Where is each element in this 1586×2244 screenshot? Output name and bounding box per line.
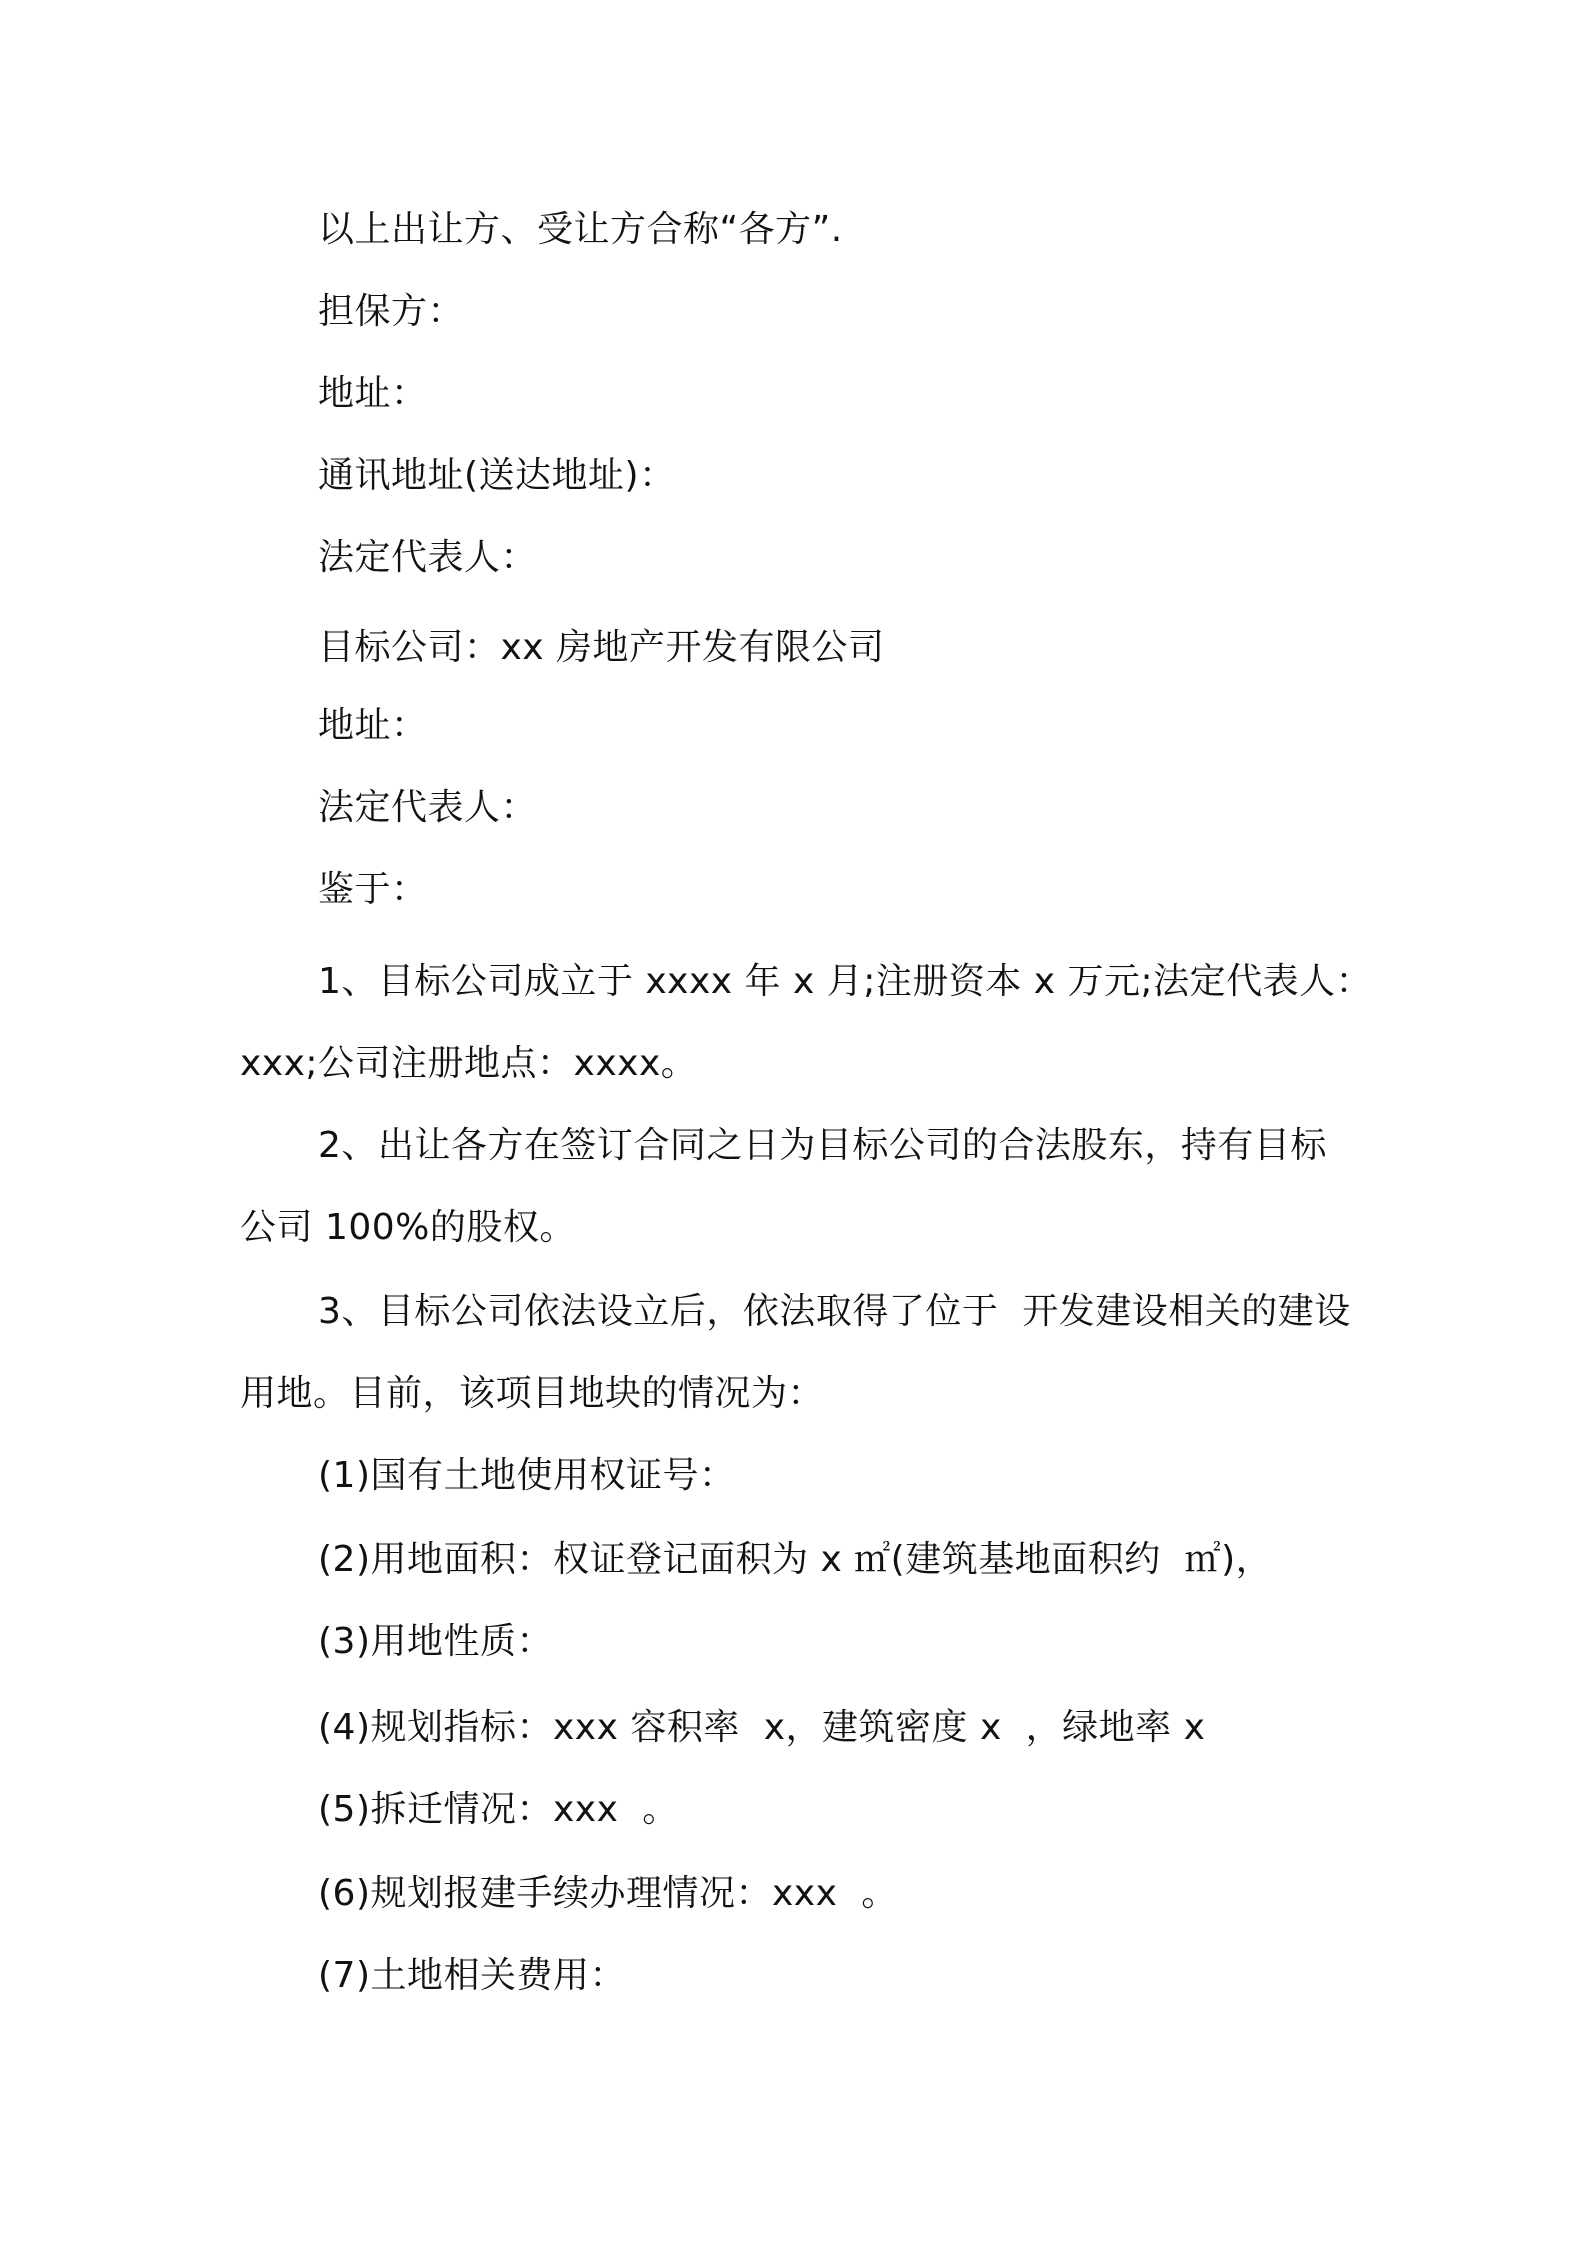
label-whereas: 鉴于： <box>318 869 428 910</box>
paragraph-parties-summary: 以上出让方、受让方合称“各方”. <box>318 209 843 250</box>
label-guarantor: 担保方： <box>318 291 465 332</box>
item-7-land-fees: (7)土地相关费用： <box>318 1955 626 1996</box>
label-guarantor-address: 地址： <box>318 373 428 414</box>
item-6-planning-approval: (6)规划报建手续办理情况：xxx 。 <box>318 1873 898 1914</box>
clause-3-line-1: 3、目标公司依法设立后，依法取得了位于 开发建设相关的建设 <box>318 1291 1351 1332</box>
item-3-land-nature: (3)用地性质： <box>318 1621 553 1662</box>
clause-1-line-1: 1、目标公司成立于 xxxx 年 x 月;注册资本 x 万元;法定代表人： <box>318 961 1373 1002</box>
item-5-demolition: (5)拆迁情况：xxx 。 <box>318 1789 679 1830</box>
clause-2-line-1: 2、出让各方在签订合同之日为目标公司的合法股东，持有目标 <box>318 1125 1327 1166</box>
label-target-company: 目标公司：xx 房地产开发有限公司 <box>318 627 885 668</box>
item-4-planning-indicators: (4)规划指标：xxx 容积率 x，建筑密度 x ，绿地率 x <box>318 1707 1206 1748</box>
item-1-land-certificate: (1)国有土地使用权证号： <box>318 1455 736 1496</box>
item-2-land-area: (2)用地面积：权证登记面积为 x ㎡(建筑基地面积约 ㎡)， <box>318 1539 1273 1580</box>
clause-1-line-2: xxx;公司注册地点：xxxx。 <box>240 1043 698 1084</box>
label-target-address: 地址： <box>318 705 428 746</box>
clause-2-line-2: 公司 100%的股权。 <box>240 1207 576 1248</box>
clause-3-line-2: 用地。目前，该项目地块的情况为： <box>240 1373 825 1414</box>
label-target-legal-representative: 法定代表人： <box>318 787 538 828</box>
label-mailing-address: 通讯地址(送达地址)： <box>318 455 676 496</box>
label-guarantor-legal-representative: 法定代表人： <box>318 537 538 578</box>
